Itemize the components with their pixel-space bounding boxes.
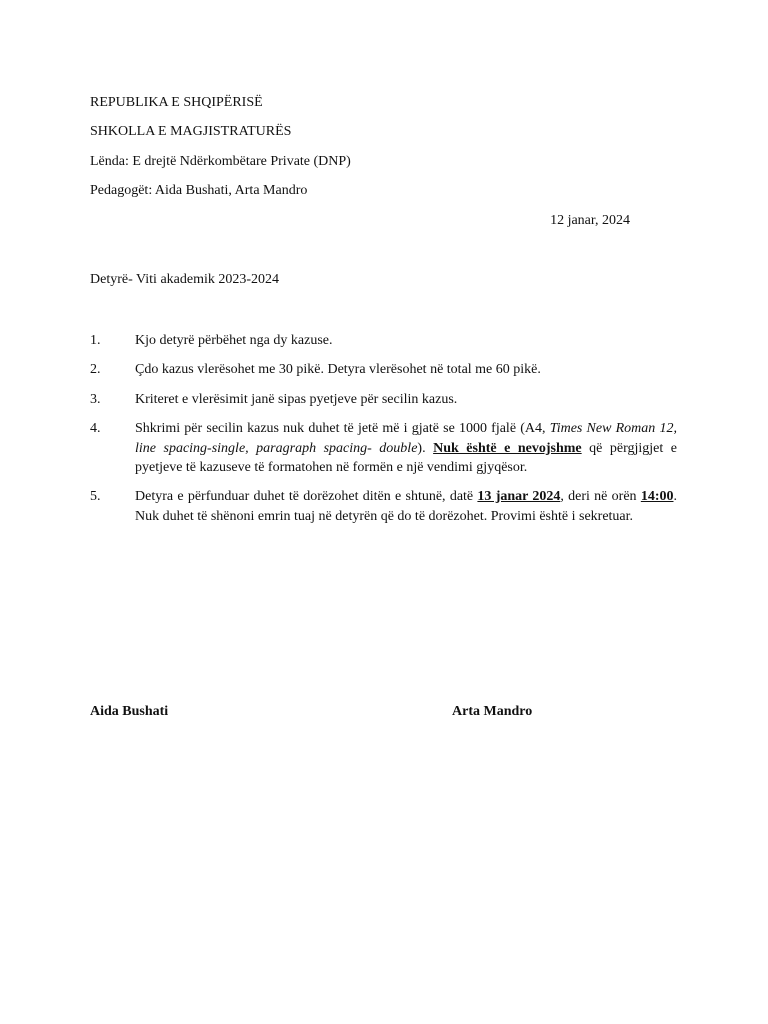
- list-item-text: [135, 419, 677, 478]
- document-date: 12 janar, 2024: [550, 213, 630, 228]
- list-item-text: Çdo kazus vlerësohet me 30 pikë. Detyra vlerësohet në total me 60 pikë.: [135, 362, 541, 377]
- item-text-part: Detyra e përfunduar duhet të dorëzohet ditën e shtunë, datë: [135, 489, 478, 504]
- item-text-part: ).: [417, 440, 434, 456]
- item-text-part: që përgjigjet e pyetjeve të kazuseve të formatohen në formën e një vendimi gjyqësor.: [135, 440, 677, 475]
- item-text-part: . Nuk duhet të shënoni emrin tuaj në detyrën që do të dorëzohet. Provimi është i sekretuar.: [135, 489, 677, 524]
- document-title: Detyrë- Viti akademik 2023-2024: [90, 272, 280, 287]
- item-text-italic: Times New Roman 12, line spacing-single, paragraph spacing- double: [135, 421, 677, 456]
- item-text-part: Shkrimi për secilin kazus nuk duhet të jetë më i gjatë se 1000 fjalë (A4,: [135, 421, 550, 436]
- header-subject: Lënda: E drejtë Ndërkombëtare Private (DNP): [90, 154, 351, 169]
- item-text-emphasis: Nuk është e nevojshme: [433, 440, 582, 456]
- header-lecturers: Pedagogët: Aida Bushati, Arta Mandro: [90, 183, 308, 198]
- list-item-number: 1.: [90, 333, 101, 348]
- list-item-number: 3.: [90, 392, 101, 407]
- item-text-deadline-time: 14:00: [640, 489, 674, 504]
- item-text-part: , deri në orën: [560, 489, 641, 504]
- signature-right: Arta Mandro: [452, 704, 533, 719]
- signature-left: Aida Bushati: [90, 704, 169, 719]
- list-item-text: [135, 487, 677, 526]
- header-republic: REPUBLIKA E SHQIPËRISË: [90, 95, 263, 110]
- header-school: SHKOLLA E MAGJISTRATURËS: [90, 124, 292, 139]
- list-item-text: Kjo detyrë përbëhet nga dy kazuse.: [135, 333, 333, 348]
- list-item-number: 4.: [90, 421, 101, 436]
- list-item-text: Kriteret e vlerësimit janë sipas pyetjeve për secilin kazus.: [135, 392, 458, 407]
- list-item-number: 2.: [90, 362, 101, 377]
- list-item-number: 5.: [90, 489, 101, 504]
- item-text-deadline-date: 13 janar 2024: [477, 489, 561, 504]
